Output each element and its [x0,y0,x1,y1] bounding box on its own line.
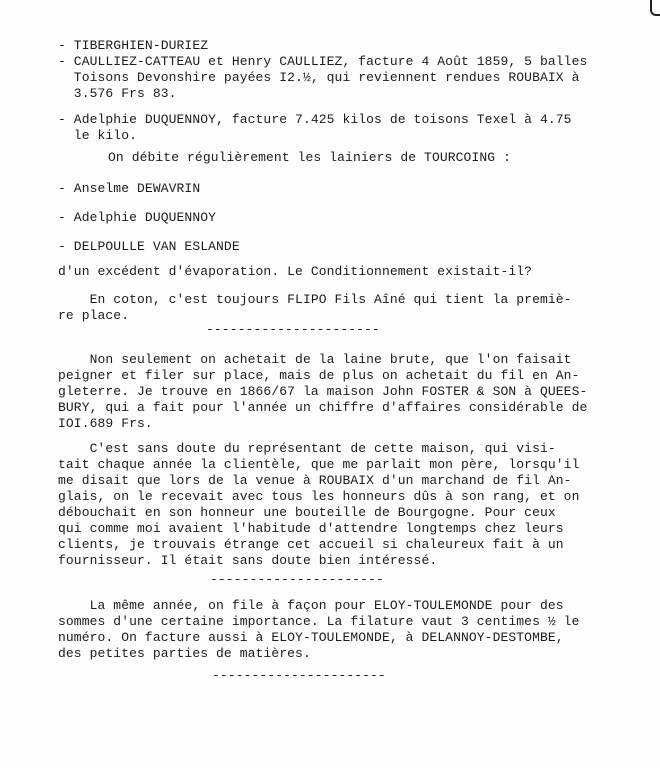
corner-mark-icon [650,0,660,16]
tourcoing-item-duquennoy: - Adelphie DUQUENNOY [58,210,217,225]
paragraph-representant: C'est sans doute du représentant de cette maison, qui visi- tait chaque année la clientèle, que me parlait mon père, lorsqu'il me disait que lors de la venue à ROUBAIX d'un marchand de fil An- glais, on le recevait avec tous les honneurs dûs à son rang, et on débouchait en son honneur une bouteille de Bourgogne. Pour ceux qui comme moi avaient l'habitude d'attendre longtemps chez leurs clients, je trouvais étrange cet accueil si chaleureux fait à un fournisseur. Il était sans doute bien intéressé. [58,441,580,568]
tourcoing-item-dewavrin: - Anselme DEWAVRIN [58,181,201,196]
list-item-tiberghien: - TIBERGHIEN-DURIEZ [58,38,209,53]
separator-1: ---------------------- [206,322,380,337]
separator-2: ---------------------- [210,572,384,587]
tourcoing-intro: On débite régulièrement les lainiers de TOURCOING : [108,150,511,165]
list-item-adelphie-duquennoy: - Adelphie DUQUENNOY, facture 7.425 kilos de toisons Texel à 4.75 le kilo. [58,112,572,143]
evaporation-line: d'un excédent d'évaporation. Le Conditionnement existait-il? [58,264,533,279]
paragraph-eloy: La même année, on file à façon pour ELOY-TOULEMONDE pour des sommes d'une certaine importance. La filature vaut 3 centimes ½ le numéro. On facture aussi à ELOY-TOULEMONDE, à DELANNOY-DESTOMBE, des petites parties de matières. [58,598,580,661]
paragraph-laine: Non seulement on achetait de la laine brute, que l'on faisait peigner et filer sur place, mais de plus on achetait du fil en An- gleterre. Je trouve en 1866/67 la maison John FOSTER & SON à QUEES- BURY, qui a fait pour l'année un chiffre d'affaires considérable de IOI.689 Frs. [58,352,588,431]
coton-paragraph: En coton, c'est toujours FLIPO Fils Aîné qui tient la premiè- re place. [58,292,572,323]
list-item-caulliez: - CAULLIEZ-CATTEAU et Henry CAULLIEZ, facture 4 Août 1859, 5 balles Toisons Devonshire payées I2.½, qui reviennent rendues ROUBAIX à 3.576 Frs 83. [58,54,588,101]
separator-3: ---------------------- [212,668,386,683]
tourcoing-item-delpoulle: - DELPOULLE VAN ESLANDE [58,239,240,254]
